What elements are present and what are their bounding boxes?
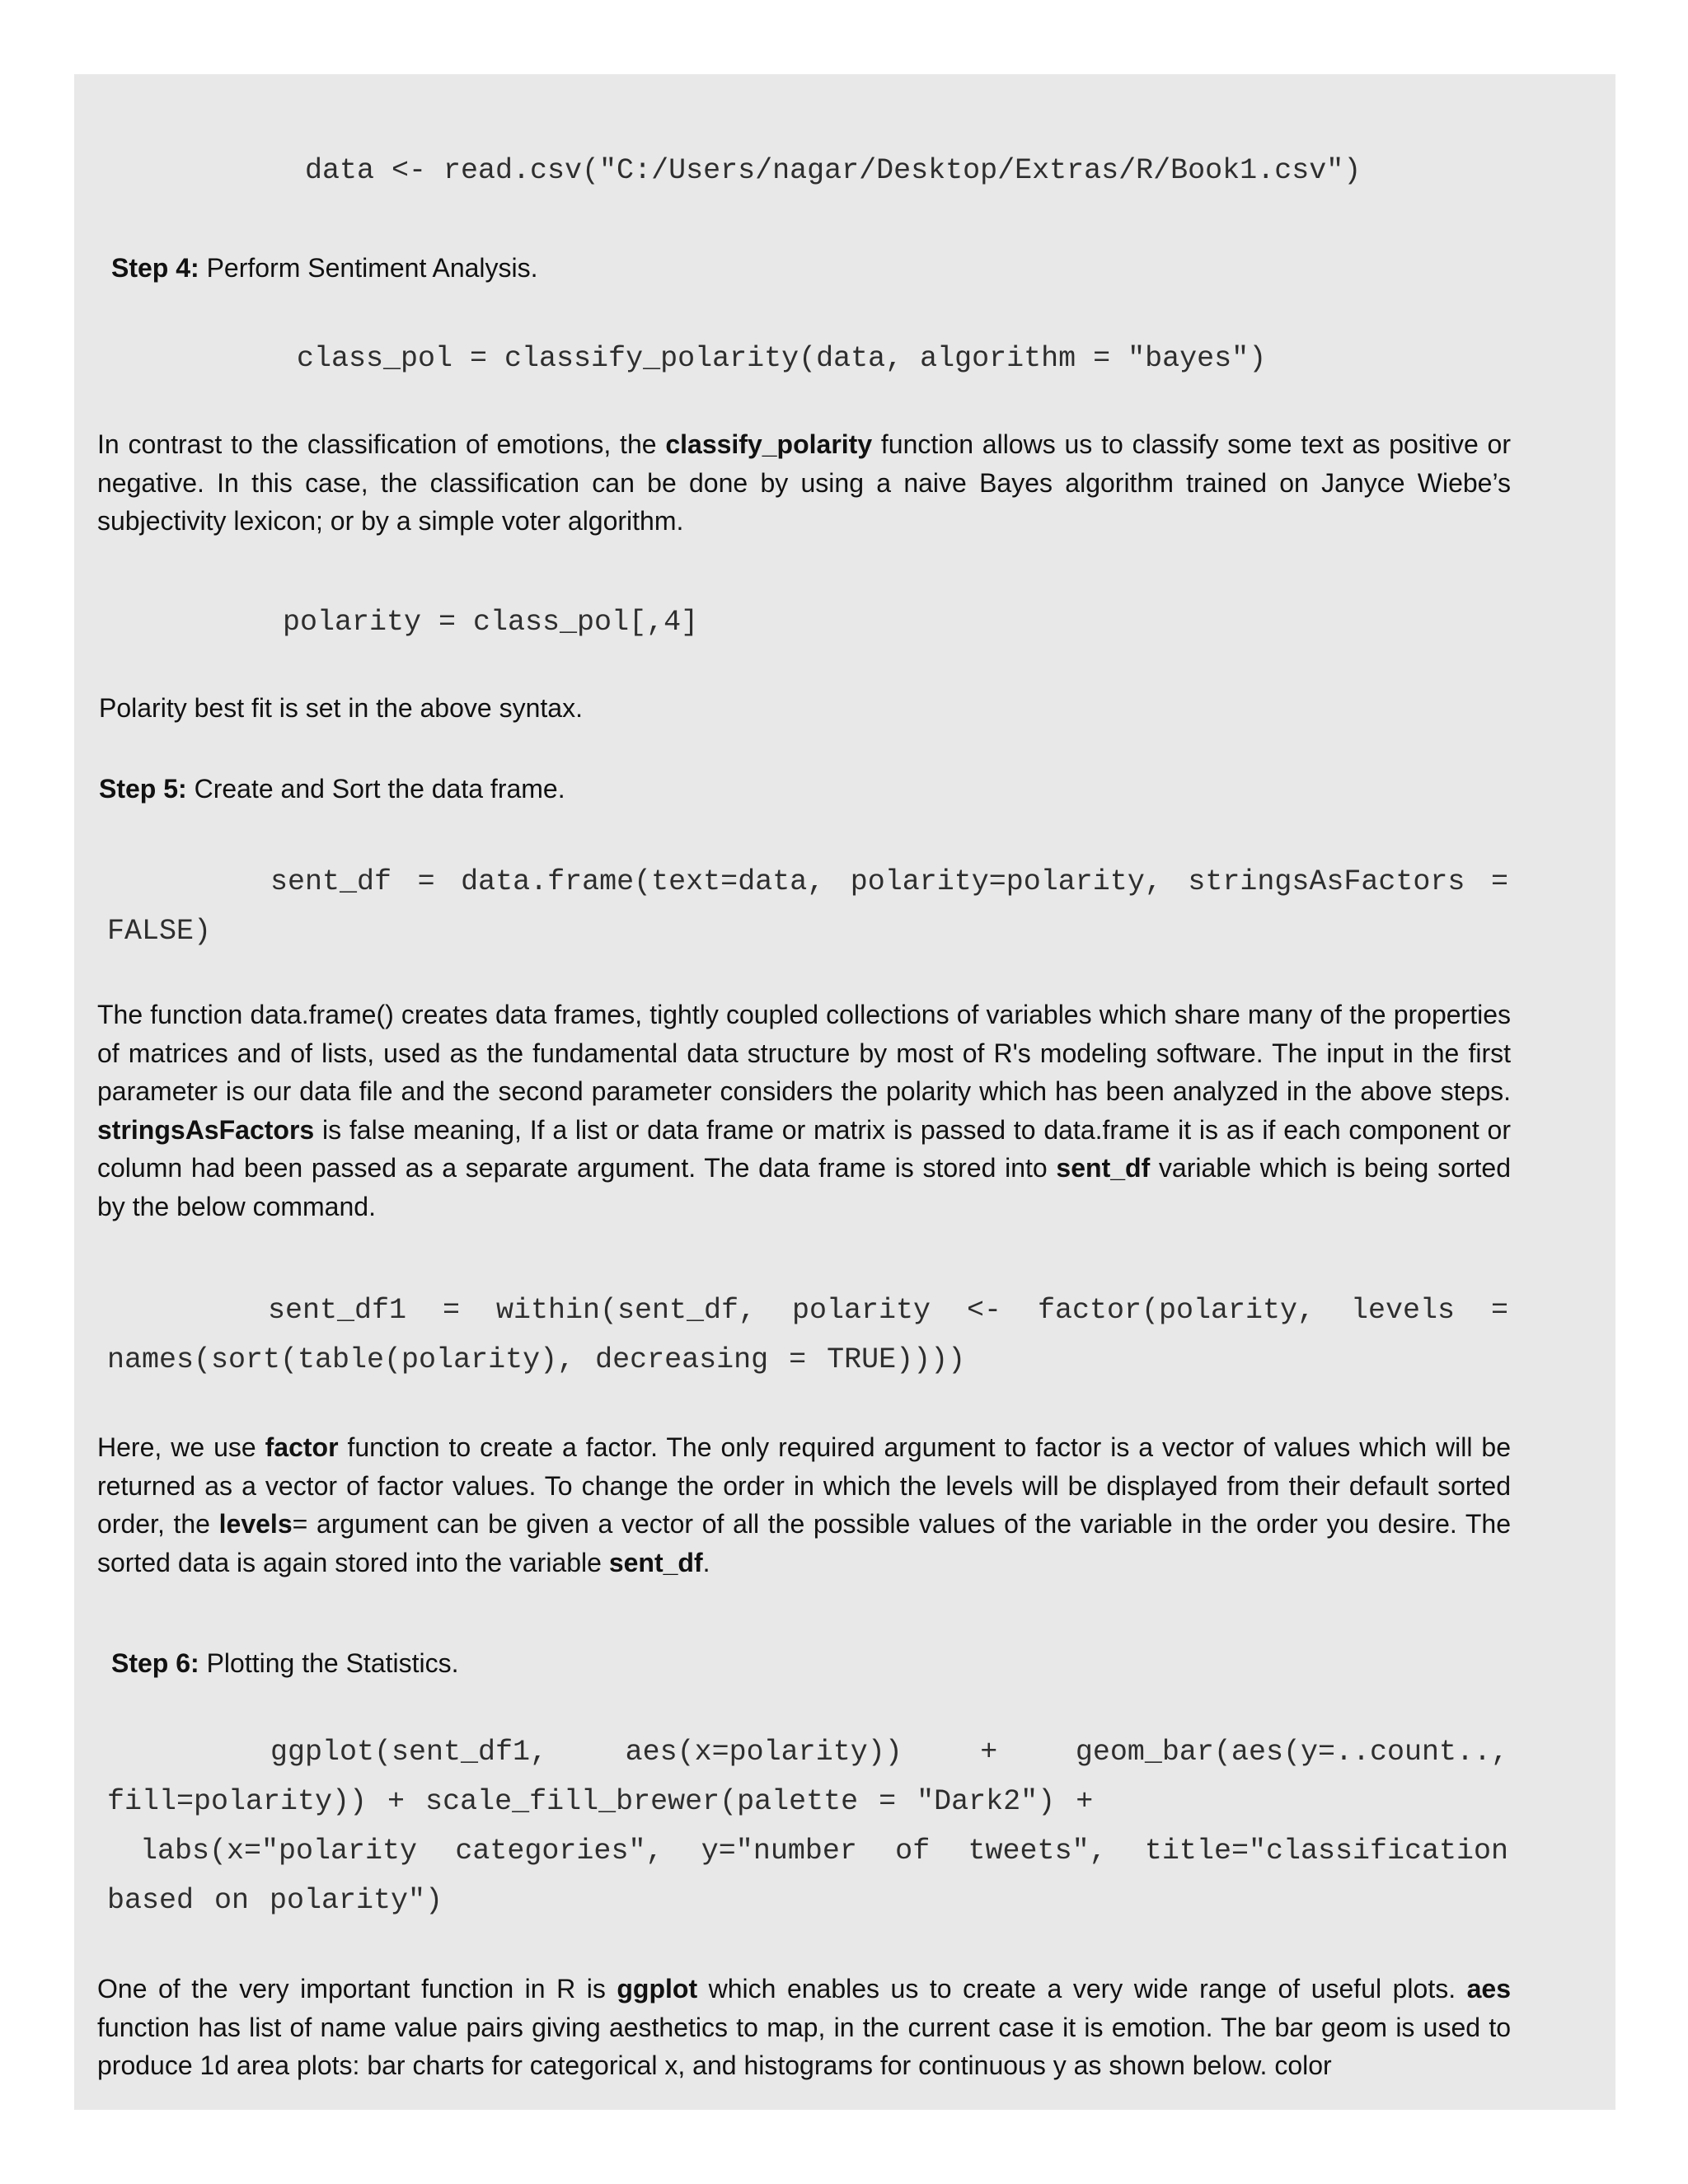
code-ggplot-line-1: ggplot(sent_df1, aes(x=polarity)) + geom_bar(aes(y=..count.., fill=polarity)) + scale_fill_brewer(palette = "Dark2") + bbox=[107, 1736, 1508, 1818]
step-text: Plotting the Statistics. bbox=[206, 1648, 459, 1678]
code-classify-polarity: class_pol = classify_polarity(data, algorithm = "bayes") bbox=[297, 342, 1267, 375]
bold-term: aes bbox=[1466, 1974, 1512, 2004]
step-6-heading bbox=[111, 1644, 1525, 1683]
bold-term: factor bbox=[265, 1432, 339, 1462]
bold-term: sent_df bbox=[1056, 1153, 1151, 1183]
code-ggplot bbox=[0, 1727, 1688, 1925]
paragraph-data-frame: The function data.frame() creates data frames, tightly coupled collections of variables which share many of the properties of matrices and of lists, used as the fundamental data structure by most of R's modeling software. The input in the first parameter is our data file and the second parameter considers the polarity which has been analyzed in the above steps. stringsAsFactors is false meaning, If a list or data frame or matrix is passed to data.frame it is as if each component or column had been passed as a separate argument. The data frame is stored into sent_df variable which is being sorted by the below command. bbox=[97, 1000, 1512, 1221]
paragraph-polarity-fit: Polarity best fit is set in the above syntax. bbox=[99, 693, 583, 723]
step-5-heading bbox=[99, 770, 1512, 808]
step-text: Create and Sort the data frame. bbox=[194, 774, 565, 804]
bold-term: sent_df bbox=[608, 1547, 703, 1577]
code-sent-df: sent_df = data.frame(text=data, polarity=polarity, stringsAsFactors = FALSE) bbox=[107, 865, 1508, 948]
code-ggplot-line-2: labs(x="polarity categories", y="number of tweets", title="classification based on polarity") bbox=[107, 1835, 1508, 1917]
code-sent-df1-within: sent_df1 = within(sent_df, polarity <- factor(polarity, levels = names(sort(table(polarity), decreasing = TRUE)))) bbox=[107, 1294, 1508, 1376]
bold-term: ggplot bbox=[617, 1974, 698, 2004]
bold-term: levels bbox=[218, 1509, 293, 1539]
step-4-heading bbox=[111, 249, 1525, 288]
bold-term: stringsAsFactors bbox=[97, 1114, 315, 1145]
code-read-csv: data <- read.csv("C:/Users/nagar/Desktop/Extras/R/Book1.csv") bbox=[305, 154, 1362, 187]
paragraph-classify-polarity: In contrast to the classification of emotions, the classify_polarity function allows us to classify some text as positive or negative. In this case, the classification can be done by using a naive Bayes algorithm trained on Janyce Wiebe’s subjectivity lexicon; or by a simple voter algorithm. bbox=[97, 429, 1512, 536]
step-label: Step 4: bbox=[111, 253, 199, 283]
step-label: Step 5: bbox=[99, 774, 187, 804]
step-label: Step 6: bbox=[111, 1648, 199, 1678]
bold-term: classify_polarity bbox=[665, 429, 873, 459]
step-text: Perform Sentiment Analysis. bbox=[206, 253, 538, 283]
paragraph-factor: Here, we use factor function to create a factor. The only required argument to factor is a vector of values which will be returned as a vector of factor values. To change the order in which the levels will be displayed from their default sorted order, the levels= argument can be given a vector of all the possible values of the variable in the order you desire. The sorted data is again stored into the variable sent_df. bbox=[97, 1432, 1512, 1577]
paragraph-ggplot: One of the very important function in R is ggplot which enables us to create a very wide range of useful plots. aes function has list of name value pairs giving aesthetics to map, in the current case it is emotion. The bar geom is used to produce 1d area plots: bar charts for categorical x, and histograms for continuous y as shown below. color bbox=[97, 1974, 1512, 2080]
code-polarity: polarity = class_pol[,4] bbox=[283, 606, 699, 639]
